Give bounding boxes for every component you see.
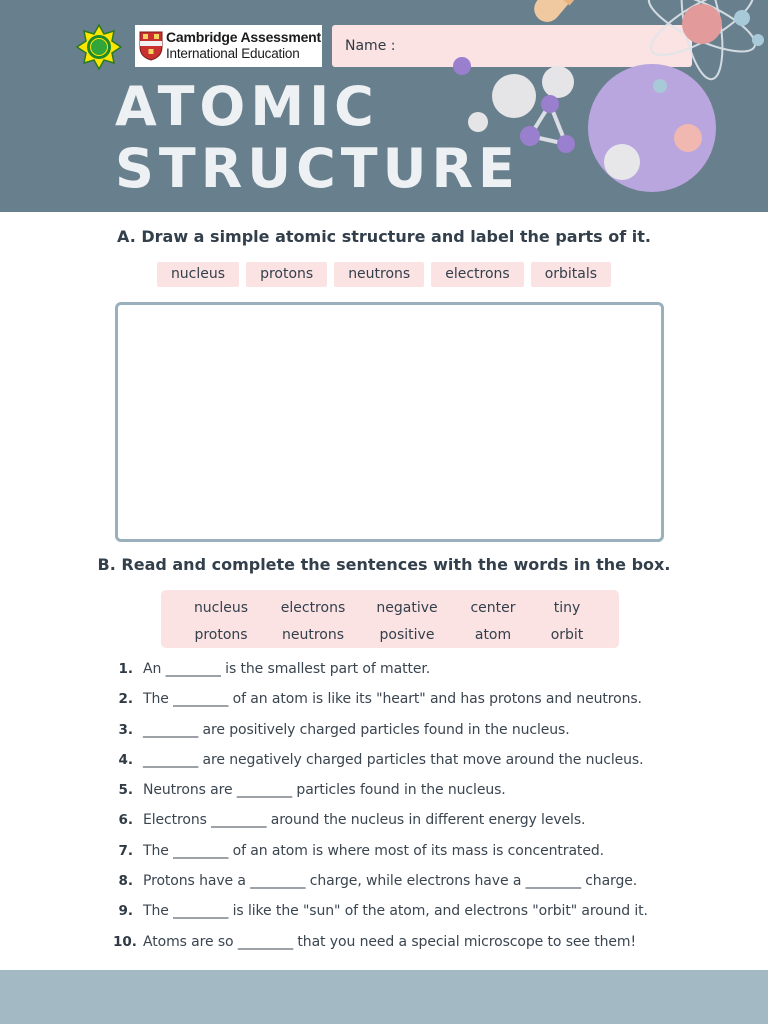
chip-protons: protons — [246, 262, 327, 287]
word-bank-item: negative — [376, 600, 438, 616]
question-number: 3. — [118, 721, 133, 738]
question-item — [113, 808, 713, 838]
question-text: Atoms are so ________ that you need a special microscope to see them! — [143, 933, 636, 950]
question-text: The ________ is like the "sun" of the atom, and electrons "orbit" around it. — [143, 903, 648, 920]
question-item — [113, 657, 713, 687]
word-bank-item: neutrons — [281, 627, 345, 643]
question-item — [113, 748, 713, 778]
question-item — [113, 778, 713, 808]
page-title-line2: STRUCTURE — [115, 137, 520, 200]
question-item — [113, 687, 713, 717]
question-text: The ________ of an atom is like its "heart" and has protons and neutrons. — [143, 691, 642, 708]
name-label: Name : — [345, 38, 396, 54]
question-item — [113, 869, 713, 899]
word-bank-item: tiny — [553, 600, 581, 616]
question-number: 10. — [113, 933, 137, 950]
question-number: 1. — [118, 661, 133, 677]
cambridge-logo — [135, 25, 322, 67]
question-text: Electrons ________ around the nucleus in different energy levels. — [143, 812, 586, 829]
question-number: 4. — [118, 751, 133, 768]
question-item — [113, 839, 713, 869]
chip-electrons: electrons — [431, 262, 523, 287]
question-text: The ________ of an atom is where most of its mass is concentrated. — [143, 842, 604, 859]
footer-band — [0, 970, 768, 1024]
question-number: 5. — [118, 782, 133, 799]
question-item — [113, 718, 713, 748]
word-bank-item: orbit — [550, 627, 584, 643]
chip-orbitals: orbitals — [531, 262, 611, 287]
word-bank-item: center — [470, 600, 516, 616]
cambridge-shield-icon — [139, 31, 163, 61]
question-text: ________ are negatively charged particles that move around the nucleus. — [143, 751, 644, 768]
question-number: 2. — [118, 691, 133, 708]
question-text: ________ are positively charged particles found in the nucleus. — [143, 721, 570, 738]
question-number: 9. — [118, 903, 133, 920]
word-bank-item: atom — [474, 627, 512, 643]
question-number: 6. — [118, 812, 133, 829]
question-item — [113, 899, 713, 929]
page-title-line1: ATOMIC — [115, 75, 379, 138]
question-text: An ________ is the smallest part of matter. — [143, 661, 431, 677]
section-a-word-chips — [0, 262, 768, 287]
question-number: 8. — [118, 873, 133, 890]
school-star-logo-icon — [76, 24, 122, 70]
cambridge-subtitle: International Education — [166, 46, 300, 61]
word-bank-item: nucleus — [193, 600, 249, 616]
chip-neutrons: neutrons — [334, 262, 424, 287]
chip-nucleus: nucleus — [157, 262, 239, 287]
drawing-area[interactable] — [115, 302, 664, 542]
word-bank — [161, 590, 619, 648]
question-number: 7. — [118, 842, 133, 859]
question-text: Neutrons are ________ particles found in the nucleus. — [143, 782, 506, 799]
question-list — [113, 657, 713, 960]
header-banner — [0, 0, 768, 212]
question-text: Protons have a ________ charge, while electrons have a ________ charge. — [143, 873, 638, 890]
word-bank-item: electrons — [280, 600, 346, 616]
section-a-title: A. Draw a simple atomic structure and label the parts of it. — [117, 227, 651, 246]
word-bank-item: positive — [379, 627, 435, 643]
word-bank-item: protons — [194, 627, 248, 643]
molecule-decoration-icon — [440, 0, 768, 212]
question-item — [113, 930, 713, 960]
section-b-title: B. Read and complete the sentences with the words in the box. — [97, 555, 671, 574]
cambridge-name: Cambridge Assessment — [166, 29, 321, 45]
test-tube-icon — [529, 0, 579, 27]
